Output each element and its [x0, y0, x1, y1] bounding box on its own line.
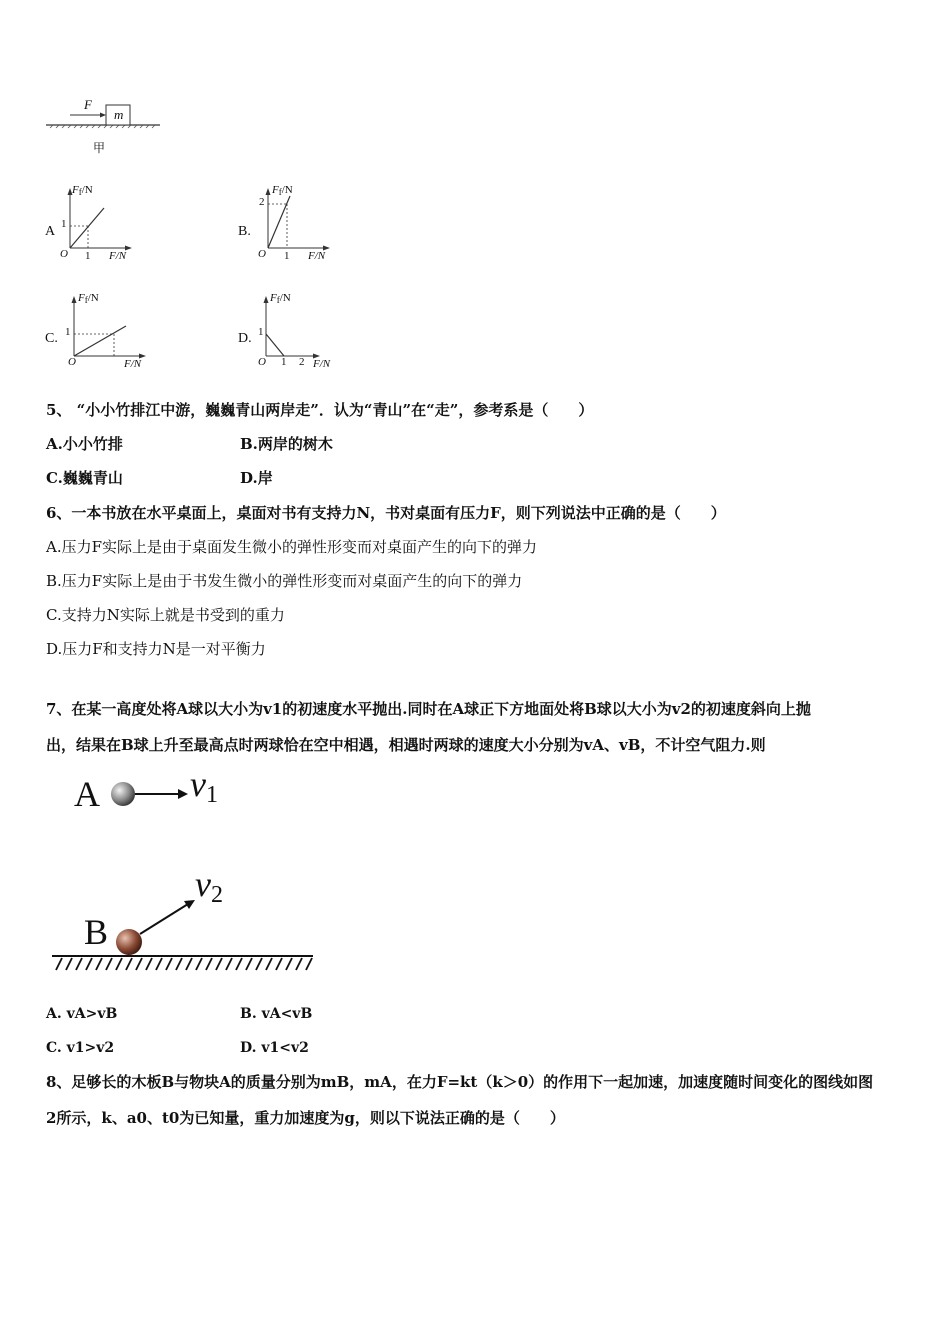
x-axis-label: F/N [124, 358, 142, 370]
q7-option-c: C. v1>v2 [46, 1040, 115, 1056]
v2-label: v2 [195, 864, 223, 908]
origin-label: O [258, 356, 266, 368]
mass-label: m [114, 107, 124, 122]
y-tick: 2 [259, 196, 265, 208]
q8-stem-line1: 8、足够长的木板B与物块A的质量分别为mB，mA，在力F=kt（k＞0）的作用下一起加速，加速度随时间变化的图线如图 [46, 1073, 874, 1091]
y-axis-label: $F_f/N$ [78, 292, 99, 305]
q5-option-c: C.巍巍青山 [46, 469, 123, 487]
q7-option-d: D. v1<v2 [240, 1040, 309, 1056]
figure-caption: 甲 [93, 141, 106, 155]
y-tick: 1 [65, 326, 71, 338]
q6-option-a: A.压力F实际上是由于桌面发生微小的弹性形变而对桌面产生的向下的弹力 [46, 538, 538, 556]
origin-label: O [68, 356, 76, 368]
x-tick: 1 [284, 250, 290, 262]
graph-option-c: C. [45, 331, 58, 346]
q7-option-b: B. vA<vB [240, 1006, 313, 1022]
q5-option-b: B.两岸的树木 [240, 435, 333, 453]
graph-option-d: D. [238, 331, 252, 346]
q6-option-c: C.支持力N实际上就是书受到的重力 [46, 606, 285, 624]
q5-option-a: A.小小竹排 [46, 435, 123, 453]
x-tick-2: 2 [299, 356, 305, 368]
y-axis-label: $F_f/N$ [270, 292, 291, 305]
x-axis-label: F/N [308, 250, 326, 262]
ball-b [116, 929, 142, 955]
origin-label: O [60, 248, 68, 260]
q5-stem: 5、 “小小竹排江中游，巍巍青山两岸走”．认为“青山”在“走”，参考系是（ ） [46, 401, 594, 419]
q7-stem-line1: 7、在某一高度处将A球以大小为v1的初速度水平抛出.同时在A球正下方地面处将B球以大小为v2的初速度斜向上抛 [46, 700, 811, 718]
graph-option-a: A [45, 224, 56, 239]
x-axis-label: F/N [313, 358, 331, 370]
graph-option-b: B. [238, 224, 251, 239]
q7-option-a: A. vA>vB [46, 1006, 118, 1022]
graph-b [256, 182, 338, 264]
ball-a [111, 782, 135, 806]
q7-figure [48, 762, 323, 977]
force-label: F [84, 97, 92, 112]
x-tick: 1 [85, 250, 91, 262]
graph-c [62, 290, 152, 372]
q8-stem-line2: 2所示，k、a0、t0为已知量，重力加速度为g，则以下说法正确的是（ ） [46, 1109, 565, 1127]
x-axis-label: F/N [109, 250, 127, 262]
y-axis-label: $F_f/N$ [272, 184, 293, 197]
origin-label: O [258, 248, 266, 260]
q6-stem: 6、一本书放在水平桌面上，桌面对书有支持力N，书对桌面有压力F，则下列说法中正确的是（ ） [46, 504, 726, 522]
y-tick: 1 [61, 218, 67, 230]
v1-label: v1 [190, 764, 218, 808]
x-tick: 1 [281, 356, 287, 368]
q6-option-b: B.压力F实际上是由于书发生微小的弹性形变而对桌面产生的向下的弹力 [46, 572, 523, 590]
ball-b-label: B [84, 912, 109, 952]
q7-stem-line2: 出，结果在B球上升至最高点时两球恰在空中相遇，相遇时两球的速度大小分别为vA、vB，不计空气阻力.则 [46, 736, 766, 754]
figure-jia [40, 95, 165, 157]
y-axis-label: $F_f/N$ [72, 184, 93, 197]
ball-a-label: A [74, 774, 100, 814]
q5-option-d: D.岸 [240, 469, 273, 487]
y-tick: 1 [258, 326, 264, 338]
graph-a [58, 182, 138, 264]
q6-option-d: D.压力F和支持力N是一对平衡力 [46, 640, 266, 658]
graph-d [254, 290, 344, 372]
